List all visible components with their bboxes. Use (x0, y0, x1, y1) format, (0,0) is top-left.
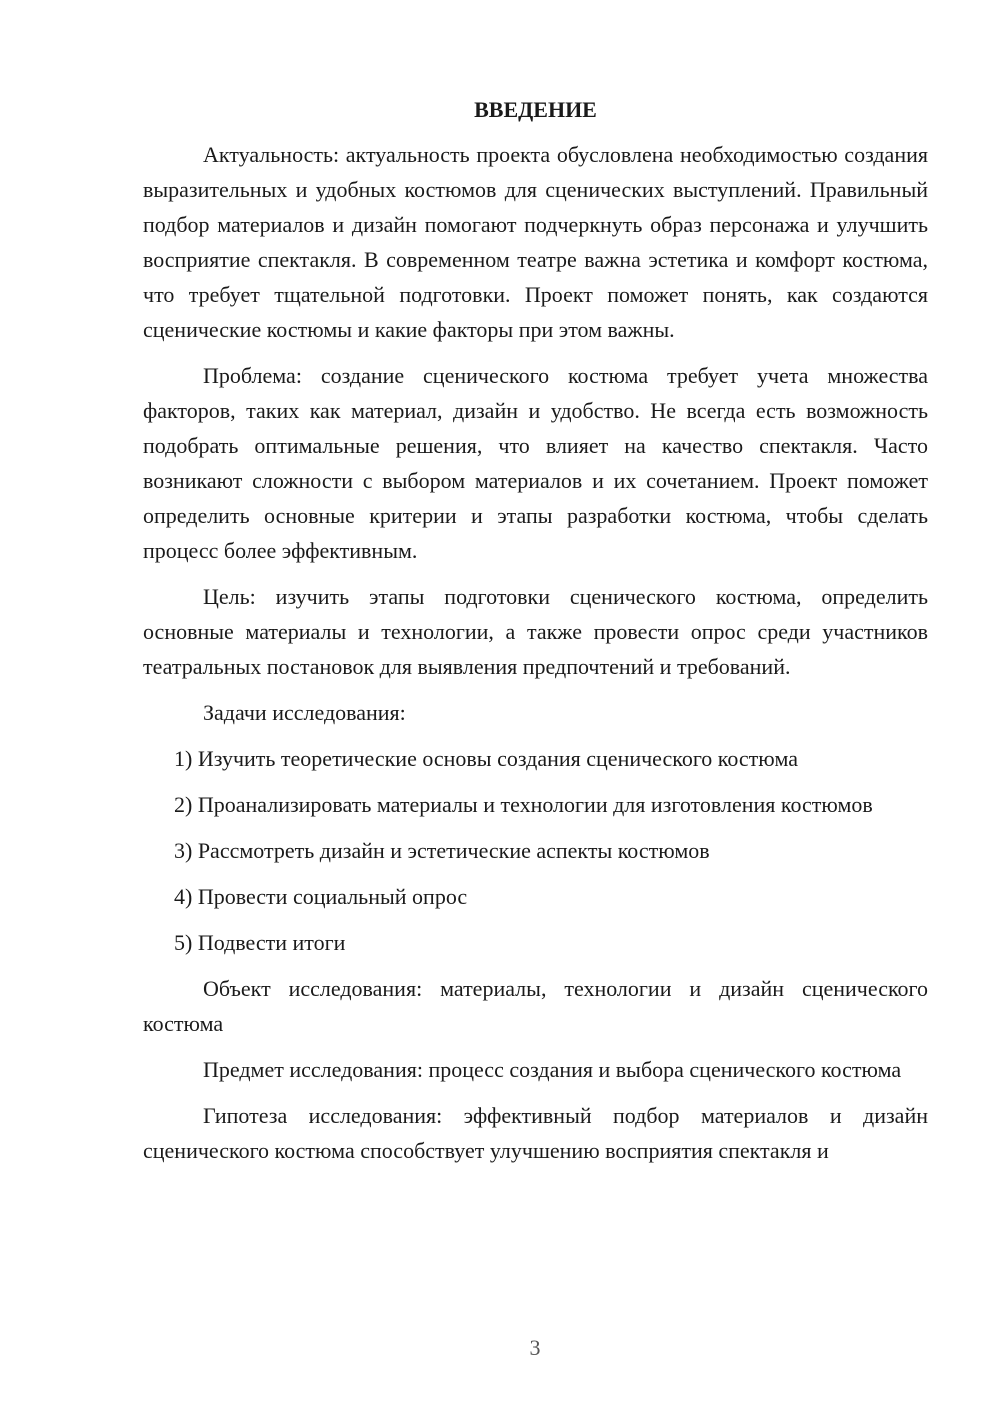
task-item-4: 4) Провести социальный опрос (174, 884, 468, 909)
problem-paragraph: Проблема: создание сценического костюма требует учета множества факторов, таких как материал, дизайн и удобство. Не всегда есть возможность подобрать оптимальные решения, что влияет на качество спектакля. Часто возникают сложности с выбором материалов и их сочетанием. Проект поможет определить основные критерии и этапы разработки костюма, чтобы сделать процесс более эффективным. (143, 363, 928, 563)
goal-paragraph: Цель: изучить этапы подготовки сценического костюма, определить основные материалы и технологии, а также провести опрос среди участников театральных постановок для выявления предпочтений и требований. (143, 584, 928, 679)
object-paragraph: Объект исследования: материалы, технологии и дизайн сценического костюма (143, 976, 928, 1036)
tasks-heading: Задачи исследования: (203, 700, 406, 725)
page-number: 3 (529, 1335, 541, 1360)
hypothesis-paragraph: Гипотеза исследования: эффективный подбор материалов и дизайн сценического костюма способствует улучшению восприятия спектакля и (143, 1103, 928, 1163)
task-item-3: 3) Рассмотреть дизайн и эстетические аспекты костюмов (174, 838, 710, 863)
subject-paragraph: Предмет исследования: процесс создания и выбора сценического костюма (203, 1057, 902, 1082)
relevance-paragraph: Актуальность: актуальность проекта обусловлена необходимостью создания выразительных и удобных костюмов для сценических выступлений. Правильный подбор материалов и дизайн помогают подчеркнуть образ персонажа и улучшить восприятие спектакля. В современном театре важна эстетика и комфорт костюма, что требует тщательной подготовки. Проект поможет понять, как создаются сценические костюмы и какие факторы при этом важны. (143, 142, 928, 342)
task-item-5: 5) Подвести итоги (174, 930, 346, 955)
task-item-2: 2) Проанализировать материалы и технологии для изготовления костюмов (174, 792, 873, 817)
page-title: ВВЕДЕНИЕ (474, 97, 597, 122)
task-item-1: 1) Изучить теоретические основы создания сценического костюма (174, 746, 798, 771)
